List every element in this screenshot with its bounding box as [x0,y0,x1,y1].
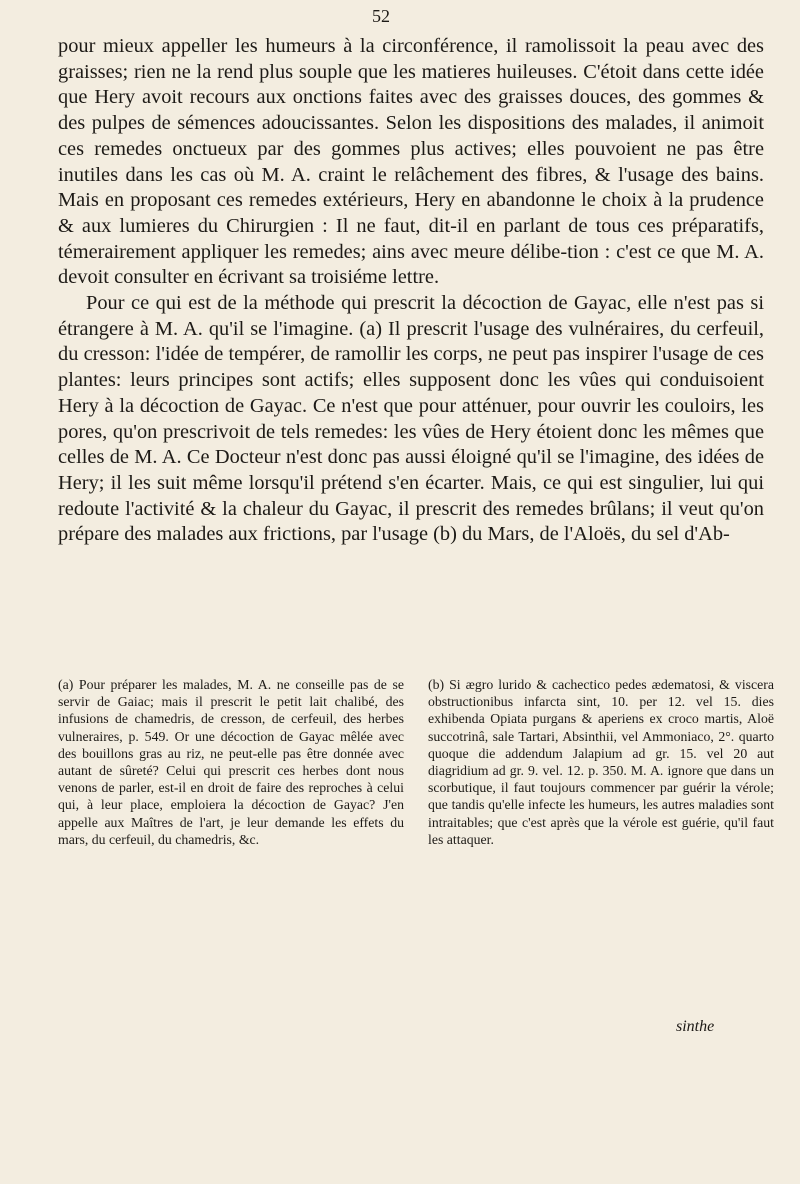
footnote-b: (b) Si ægro lurido & cachectico pedes ædematosi, & viscera obstructionibus infarcta sint, 10. per 12. vel 15. dies exhibenda Opiata purgans & aperiens ex croco martis, Aloë succotrinâ, sale Tartari, Absinthii, vel Ammoniaco, 2°. quarto quoque die addendum Jalapium ad gr. 15. vel 20 aut diagridium ad gr. 9. vel. 12. p. 350. M. A. ignore que dans un scorbutique, il faut toujours commencer par guérir la vérole; que tandis qu'elle infecte les humeurs, les autres maladies sont intraitables; que c'est après que la vérole est guérie, qu'il faut les attaquer. [428,677,774,847]
paragraph-1: pour mieux appeller les humeurs à la circonférence, il ramolissoit la peau avec des graisses; rien ne la rend plus souple que les matieres huileuses. C'étoit dans cette idée que Hery avoit recours aux onctions faites avec des graisses douces, des gommes & des pulpes de sémences adoucissantes. Selon les dispositions des malades, il animoit ces remedes onctueux par des gommes plus actives; elles pouvoient ne pas être inutiles dans les cas où M. A. craint le relâchement des fibres, & l'usage des bains. Mais en proposant ces remedes extérieurs, Hery en abandonne le choix à la prudence & aux lumieres du Chirurgien : Il ne faut, dit-il en parlant de tous ces préparatifs, témerairement appliquer les remedes; ains avec meure délibe-tion : c'est ce que M. A. devoit consulter en écrivant sa troisiéme lettre. [58,35,764,289]
paragraph-2: Pour ce qui est de la méthode qui prescrit la décoction de Gayac, elle n'est pas si étrangere à M. A. qu'il se l'imagine. (a) Il prescrit l'usage des vulnéraires, du cerfeuil, du cresson: l'idée de tempérer, de ramollir les corps, ne peut pas inspirer l'usage de ces plantes: leurs principes sont actifs; elles supposent donc les vûes qui conduisoient Hery à la décoction de Gayac. Ce n'est que pour atténuer, pour ouvrir les couloirs, les pores, qu'on prescrivoit de tels remedes: les vûes de Hery étoient donc les mêmes que celles de M. A. Ce Docteur n'est donc pas aussi éloigné qu'il se l'imagine, des idées de Hery; il les suit même lorsqu'il prétend s'en écarter. Mais, ce qui est singulier, lui qui redoute l'activité & la chaleur du Gayac, il prescrit des remedes brûlans; il veut qu'on prépare des malades aux frictions, par l'usage (b) du Mars, de l'Aloës, du sel d'Ab- [58,292,764,546]
footnote-a: (a) Pour préparer les malades, M. A. ne conseille pas de se servir de Gaiac; mais il prescrit le petit lait chalibé, des infusions de chamedris, de cresson, de cerfeuil, des herbes vulneraires, p. 549. Or une décoction de Gayac mêlée avec des bouillons gras au riz, ne peut-elle pas être donnée avec autant de sûreté? Celui qui prescrit ces herbes dont nous venons de parler, est-il en droit de faire des reproches à celui qui, à leur place, emploiera la décoction de Gayac? J'en appelle aux Maîtres de l'art, je leur demande les effets du mars, du cerfeuil, du chamedris, &c. [58,677,404,847]
footnotes [58,676,774,848]
main-text [58,34,764,548]
page-number: 52 [372,6,390,26]
catchword: sinthe [676,1018,715,1035]
